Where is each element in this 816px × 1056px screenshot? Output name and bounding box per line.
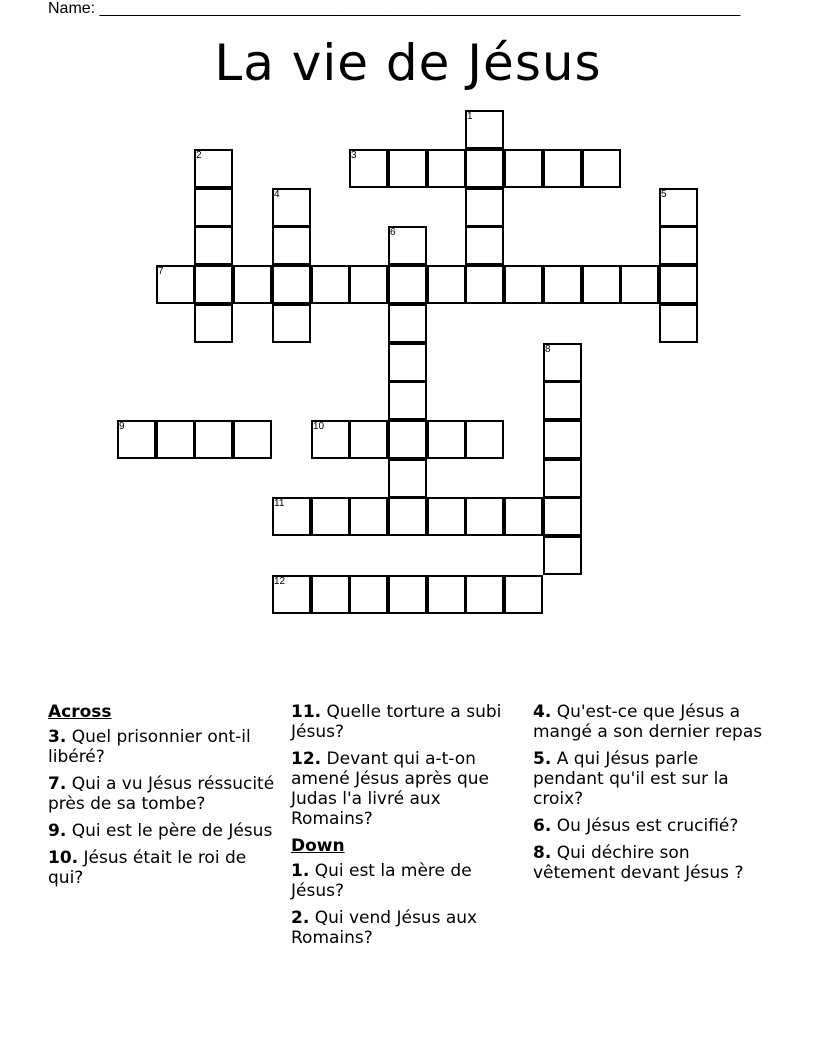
cell-number: 12: [274, 576, 286, 587]
grid-cell[interactable]: [388, 459, 427, 498]
grid-cell[interactable]: [504, 575, 543, 614]
clue-number: 1.: [291, 861, 310, 881]
clue-number: 10.: [48, 848, 79, 868]
grid-cell[interactable]: [388, 343, 427, 382]
grid-cell[interactable]: [311, 575, 350, 614]
grid-cell[interactable]: [194, 420, 233, 459]
down-heading: Down: [291, 836, 345, 856]
grid-cell[interactable]: [233, 265, 272, 304]
cell-number: 3: [351, 150, 357, 161]
clue-down-6: [533, 816, 763, 836]
grid-cell[interactable]: [582, 265, 621, 304]
clue-down-5: [533, 749, 763, 809]
grid-cell[interactable]: [427, 497, 466, 536]
cell-number: 11: [274, 498, 285, 509]
grid-cell[interactable]: [311, 497, 350, 536]
grid-cell[interactable]: [659, 226, 698, 265]
grid-cell[interactable]: [349, 265, 388, 304]
grid-cell[interactable]: [465, 226, 504, 265]
grid-cell[interactable]: [388, 304, 427, 343]
clue-down-4: [533, 702, 763, 742]
grid-cell[interactable]: [233, 420, 272, 459]
grid-cell[interactable]: [194, 265, 233, 304]
grid-cell[interactable]: [465, 188, 504, 227]
clue-number: 4.: [533, 702, 552, 722]
grid-cell[interactable]: [465, 575, 504, 614]
clue-number: 11.: [291, 702, 322, 722]
grid-cell[interactable]: [194, 226, 233, 265]
clue-text: Qui déchire son vêtement devant Jésus ?: [533, 843, 744, 883]
grid-cell[interactable]: [427, 420, 466, 459]
clue-down-8: [533, 843, 763, 883]
grid-cell[interactable]: [504, 497, 543, 536]
grid-cell[interactable]: [427, 149, 466, 188]
grid-cell[interactable]: [388, 575, 427, 614]
grid-cell[interactable]: [659, 304, 698, 343]
clue-number: 9.: [48, 821, 67, 841]
cell-number: 10: [313, 421, 325, 432]
clue-down-2: [291, 908, 521, 948]
grid-cell[interactable]: [272, 304, 311, 343]
grid-cell[interactable]: [543, 497, 582, 536]
grid-cell[interactable]: [543, 420, 582, 459]
cell-number: 9: [119, 421, 125, 432]
cell-number: 6: [390, 227, 396, 238]
clue-text: Qui a vu Jésus réssucité près de sa tombe?: [48, 774, 275, 814]
clue-text: A qui Jésus parle pendant qu'il est sur la croix?: [533, 749, 729, 809]
across-heading: Across: [48, 702, 112, 722]
cell-number: 2: [196, 150, 202, 161]
clue-across-7: [48, 774, 278, 814]
clue-number: 7.: [48, 774, 67, 794]
clue-text: Qui est le père de Jésus: [71, 821, 273, 841]
clues-column-1: [48, 702, 278, 895]
page-title: La vie de Jésus: [214, 34, 602, 92]
clue-text: Jésus était le roi de qui?: [48, 848, 247, 888]
grid-cell[interactable]: [543, 459, 582, 498]
grid-cell[interactable]: [388, 497, 427, 536]
grid-cell[interactable]: [311, 265, 350, 304]
grid-cell[interactable]: [388, 149, 427, 188]
grid-cell[interactable]: [465, 265, 504, 304]
clues-column-2: [291, 702, 521, 955]
clue-number: 2.: [291, 908, 310, 928]
grid-cell[interactable]: [349, 575, 388, 614]
clue-across-11: [291, 702, 521, 742]
grid-cell[interactable]: [465, 497, 504, 536]
clue-number: 8.: [533, 843, 552, 863]
clue-down-1: [291, 861, 521, 901]
clue-text: Qui vend Jésus aux Romains?: [291, 908, 478, 948]
grid-cell[interactable]: [156, 420, 195, 459]
clue-text: Qui est la mère de Jésus?: [291, 861, 472, 901]
grid-cell[interactable]: [272, 226, 311, 265]
clue-number: 6.: [533, 816, 552, 836]
clue-across-9: [48, 821, 278, 841]
grid-cell[interactable]: [504, 265, 543, 304]
cell-number: 1: [467, 111, 473, 122]
grid-cell[interactable]: [582, 149, 621, 188]
clue-across-3: [48, 727, 278, 767]
clue-number: 3.: [48, 727, 67, 747]
grid-cell[interactable]: [465, 420, 504, 459]
clues-column-3: [533, 702, 763, 890]
clue-text: Quel prisonnier ont-il libéré?: [48, 727, 251, 767]
grid-cell[interactable]: [388, 381, 427, 420]
grid-cell[interactable]: [543, 536, 582, 575]
clue-text: Devant qui a-t-on amené Jésus après que Judas l'a livré aux Romains?: [291, 749, 490, 829]
grid-cell[interactable]: [349, 497, 388, 536]
cell-number: 7: [158, 266, 164, 277]
clue-text: Qu'est-ce que Jésus a mangé a son dernier repas: [533, 702, 763, 742]
grid-cell[interactable]: [388, 265, 427, 304]
grid-cell[interactable]: [349, 420, 388, 459]
clue-number: 5.: [533, 749, 552, 769]
grid-cell[interactable]: [543, 381, 582, 420]
grid-cell[interactable]: [543, 265, 582, 304]
grid-cell[interactable]: [272, 265, 311, 304]
grid-cell[interactable]: [465, 149, 504, 188]
grid-cell[interactable]: [659, 265, 698, 304]
grid-cell[interactable]: [504, 149, 543, 188]
clue-text: Quelle torture a subi Jésus?: [291, 702, 502, 742]
clue-across-12: [291, 749, 521, 829]
grid-cell[interactable]: [620, 265, 659, 304]
grid-cell[interactable]: [543, 149, 582, 188]
cell-number: 4: [274, 189, 280, 200]
cell-number: 5: [661, 189, 667, 200]
grid-cell[interactable]: [194, 304, 233, 343]
grid-cell[interactable]: [427, 265, 466, 304]
clue-text: Ou Jésus est crucifié?: [556, 816, 739, 836]
clue-number: 12.: [291, 749, 322, 769]
grid-cell[interactable]: [388, 420, 427, 459]
grid-cell[interactable]: [194, 188, 233, 227]
clue-across-10: [48, 848, 278, 888]
grid-cell[interactable]: [427, 575, 466, 614]
cell-number: 8: [545, 344, 551, 355]
name-field[interactable]: Name: ________________________________________________________________________: [48, 0, 741, 17]
